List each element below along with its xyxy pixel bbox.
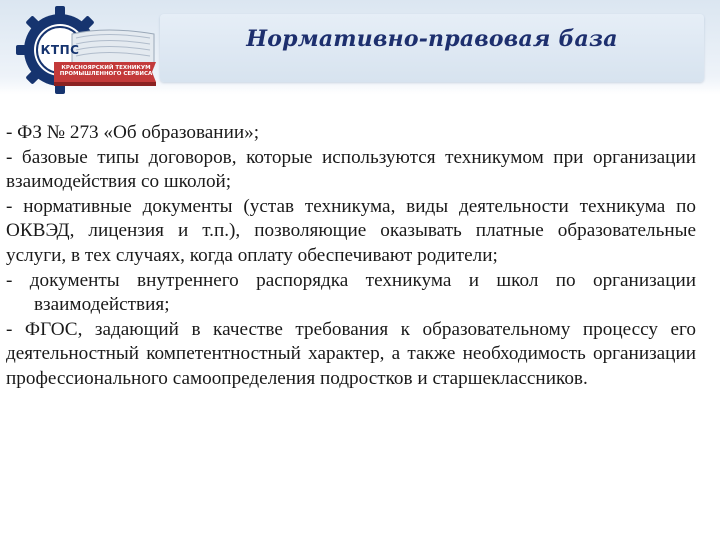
- body-text: [6, 121, 696, 392]
- page-title: Нормативно-правовая база: [246, 26, 618, 52]
- logo-caption: КРАСНОЯРСКИЙ ТЕХНИКУМ ПРОМЫШЛЕННОГО СЕРВИСА: [59, 65, 153, 77]
- college-logo: [14, 4, 164, 96]
- list-item: - ФГОС, задающий в качестве требования к образовательному процессу его деятельностный компетентностный характер, а также необходимость организации профессионального самоопределения подростков и старшеклассников.: [6, 318, 696, 389]
- list-item: - базовые типы договоров, которые используются техникумом при организации взаимодействия со школой;: [6, 146, 696, 193]
- list-item: - нормативные документы (устав техникума, виды деятельности техникума по ОКВЭД, лицензия и т.п.), позволяющие оказывать платные образовательные услуги, в тех случаях, когда оплату обеспечивают родители;: [6, 195, 696, 266]
- list-item: - документы внутреннего распорядка техникума и школ по организации взаимодействия;: [6, 269, 696, 316]
- list-item: - ФЗ № 273 «Об образовании»;: [6, 122, 260, 143]
- logo-abbreviation: КТПС: [40, 43, 80, 57]
